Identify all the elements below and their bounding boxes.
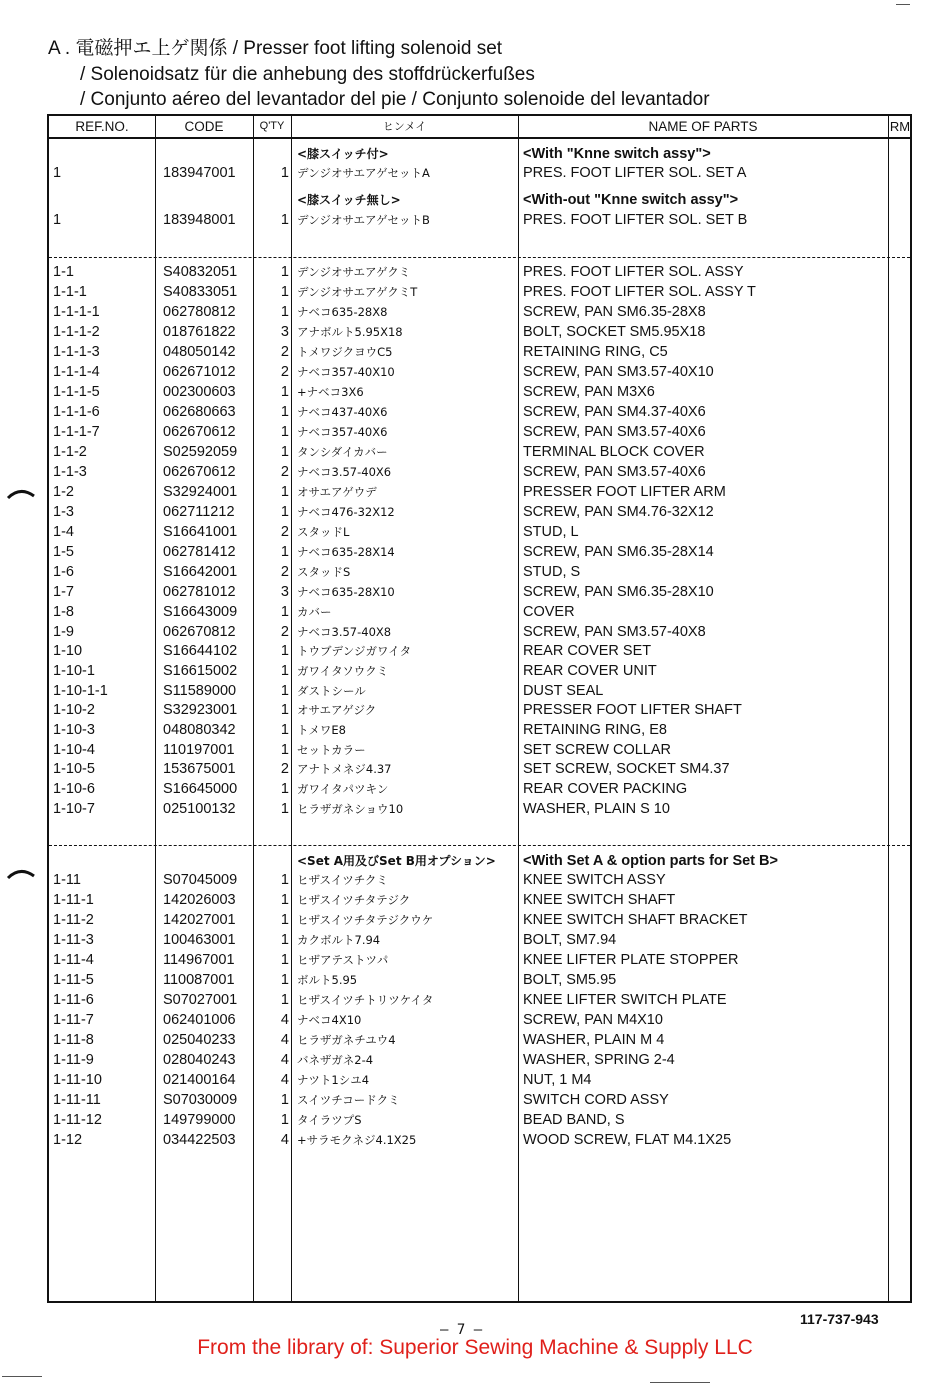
cell-ref: 1-10-6 (53, 781, 95, 797)
cell-qty: 1 (280, 304, 289, 320)
cell-code: S40832051 (163, 264, 238, 280)
cell-ref: 1-10-4 (53, 742, 95, 758)
table-row (49, 970, 910, 990)
cell-name: PRES. FOOT LIFTER SOL. SET B (523, 212, 748, 228)
table-row (49, 262, 910, 282)
cell-code: 018761822 (163, 324, 236, 340)
cell-name: BOLT, SM5.95 (523, 972, 617, 988)
group-heading-name: <With "Knne switch assy"> (523, 146, 711, 162)
table-row (49, 362, 910, 382)
table-row (49, 302, 910, 322)
cell-code: 062781412 (163, 544, 236, 560)
cell-code: 062401006 (163, 1012, 236, 1028)
cell-ref: 1-1-1-7 (53, 424, 100, 440)
cell-qty: 2 (280, 564, 289, 580)
cell-name: BOLT, SOCKET SM5.95X18 (523, 324, 706, 340)
cell-qty: 1 (280, 742, 289, 758)
cell-code: 110197001 (163, 742, 235, 758)
cell-name: WASHER, PLAIN M 4 (523, 1032, 665, 1048)
table-row (49, 870, 910, 890)
cell-qty: 1 (280, 212, 289, 228)
cell-name: KNEE LIFTER SWITCH PLATE (523, 992, 727, 1008)
cell-ref: 1-1-3 (53, 464, 87, 480)
header-qty: Q'TY (259, 120, 285, 132)
cell-code: 062670612 (163, 424, 236, 440)
cell-qty: 1 (280, 722, 289, 738)
page-title (48, 36, 710, 113)
cell-kana: ナベコ437-40X6 (297, 405, 388, 419)
cell-ref: 1-11 (53, 872, 81, 888)
group-heading (49, 190, 910, 210)
cell-kana: バネザガネ2-4 (297, 1053, 374, 1067)
table-row (49, 740, 910, 760)
cell-kana: ナベコ3.57-40X8 (297, 625, 392, 639)
table-row (49, 163, 910, 183)
cell-kana: ナベコ357-40X10 (297, 365, 395, 379)
cell-name: SET SCREW, SOCKET SM4.37 (523, 761, 730, 777)
table-row (49, 582, 910, 602)
cell-qty: 1 (280, 781, 289, 797)
cell-code: 110087001 (163, 972, 235, 988)
cell-code: 034422503 (163, 1132, 236, 1148)
cell-ref: 1-11-9 (53, 1052, 94, 1068)
group-heading-kana: <膝スイッチ付> (297, 147, 389, 161)
cell-kana: トメワジクヨウC5 (297, 345, 393, 359)
cell-qty: 2 (280, 364, 289, 380)
cell-name: SWITCH CORD ASSY (523, 1092, 669, 1108)
cell-name: RETAINING RING, E8 (523, 722, 667, 738)
cell-name: STUD, L (523, 524, 579, 540)
cell-ref: 1-1-1-4 (53, 364, 100, 380)
cell-qty: 1 (280, 384, 289, 400)
cell-kana: ナベコ357-40X6 (297, 425, 388, 439)
cell-kana: ガワイタパツキン (297, 782, 389, 796)
cell-qty: 1 (280, 801, 289, 817)
table-row (49, 990, 910, 1010)
group-heading (49, 144, 910, 164)
cell-ref: 1 (53, 212, 62, 228)
table-row (49, 382, 910, 402)
cell-kana: オサエアゲウデ (297, 485, 377, 499)
cell-name: REAR COVER SET (523, 643, 652, 659)
header-name-of-parts: NAME OF PARTS (648, 119, 758, 134)
cell-code: S16641001 (163, 524, 238, 540)
cell-code: 149799000 (163, 1112, 236, 1128)
table-row (49, 210, 910, 230)
cell-qty: 1 (280, 952, 289, 968)
table-row (49, 462, 910, 482)
cell-ref: 1-6 (53, 564, 74, 580)
cell-code: S32923001 (163, 702, 238, 718)
cell-kana: タンシダイカバー (297, 445, 388, 459)
cell-kana: スイツチコードクミ (297, 1093, 400, 1107)
title-line-3: / Conjunto aéreo del levantador del pie / Conjunto solenoide del levantador (80, 89, 710, 110)
binder-mark-icon (6, 866, 36, 880)
cell-qty: 3 (280, 584, 289, 600)
cell-kana: ヒザスイツチクミ (297, 873, 388, 887)
table-row (49, 1090, 910, 1110)
cell-name: KNEE LIFTER PLATE STOPPER (523, 952, 739, 968)
cell-ref: 1-10-2 (53, 702, 95, 718)
cell-ref: 1-11-10 (53, 1072, 102, 1088)
cell-kana: ヒラザガネショウ10 (297, 802, 404, 816)
cell-qty: 1 (280, 643, 289, 659)
cell-qty: 1 (280, 504, 289, 520)
cell-code: S02592059 (163, 444, 238, 460)
cell-ref: 1-10 (53, 643, 83, 659)
cell-kana: カクボルト7.94 (297, 933, 381, 947)
cell-kana: ヒザスイツチトリツケイタ (297, 993, 434, 1007)
cell-ref: 1-10-7 (53, 801, 95, 817)
cell-qty: 1 (280, 604, 289, 620)
cell-name: REAR COVER UNIT (523, 663, 657, 679)
cell-qty: 2 (280, 524, 289, 540)
cell-kana: デンジオサエアゲセットA (297, 166, 430, 180)
cell-ref: 1-11-7 (53, 1012, 94, 1028)
cell-name: WASHER, SPRING 2-4 (523, 1052, 675, 1068)
cell-ref: 1-1-1-5 (53, 384, 100, 400)
cell-kana: ヒザスイツチタテジク (297, 893, 411, 907)
cell-code: 002300603 (163, 384, 236, 400)
cell-qty: 1 (280, 1092, 289, 1108)
cell-name: SCREW, PAN SM3.57-40X6 (523, 464, 706, 480)
scan-speck (896, 4, 910, 5)
table-row (49, 1110, 910, 1130)
table-row (49, 1010, 910, 1030)
cell-kana: +ナベコ3X6 (297, 385, 364, 399)
cell-name: SCREW, PAN SM4.76-32X12 (523, 504, 714, 520)
cell-kana: ガワイタソウクミ (297, 664, 389, 678)
cell-ref: 1-1-1-2 (53, 324, 100, 340)
cell-name: COVER (523, 604, 575, 620)
cell-ref: 1-11-8 (53, 1032, 94, 1048)
cell-name: SCREW, PAN SM6.35-28X10 (523, 584, 714, 600)
table-row (49, 402, 910, 422)
cell-name: KNEE SWITCH SHAFT BRACKET (523, 912, 748, 928)
title-line-1: A . 電磁押エ上ゲ関係 / Presser foot lifting solenoid set (48, 38, 503, 59)
cell-name: PRES. FOOT LIFTER SOL. SET A (523, 165, 747, 181)
cell-code: 183947001 (163, 165, 236, 181)
page-number: — 7 — (440, 1322, 483, 1338)
cell-code: S32924001 (163, 484, 238, 500)
table-row (49, 482, 910, 502)
cell-qty: 1 (280, 663, 289, 679)
cell-code: 062670612 (163, 464, 236, 480)
cell-code: 062711212 (163, 504, 235, 520)
section-divider (49, 845, 910, 846)
cell-name: SCREW, PAN M4X10 (523, 1012, 663, 1028)
cell-ref: 1-12 (53, 1132, 83, 1148)
cell-code: 153675001 (163, 761, 236, 777)
cell-ref: 1-1-1-3 (53, 344, 100, 360)
table-row (49, 890, 910, 910)
cell-name: RETAINING RING, C5 (523, 344, 668, 360)
cell-name: SCREW, PAN SM6.35-28X8 (523, 304, 706, 320)
table-row (49, 422, 910, 442)
cell-qty: 1 (280, 972, 289, 988)
table-row (49, 622, 910, 642)
cell-kana: ナベコ4X10 (297, 1013, 362, 1027)
cell-kana: ナベコ635-28X8 (297, 305, 388, 319)
section-divider (49, 257, 910, 258)
cell-code: S16643009 (163, 604, 238, 620)
group-heading-kana: <膝スイッチ無し> (297, 193, 401, 207)
cell-kana: ナツト1シユ4 (297, 1073, 370, 1087)
cell-code: S16644102 (163, 643, 238, 659)
table-row (49, 759, 910, 779)
cell-code: 048080342 (163, 722, 236, 738)
table-row (49, 1030, 910, 1050)
cell-ref: 1-9 (53, 624, 74, 640)
cell-ref: 1-11-11 (53, 1092, 101, 1108)
scan-speck (2, 1376, 42, 1377)
cell-code: 183948001 (163, 212, 236, 228)
header-code: CODE (184, 119, 224, 134)
cell-kana: スタッドS (297, 565, 351, 579)
cell-name: SCREW, PAN SM4.37-40X6 (523, 404, 706, 420)
cell-kana: +サラモクネジ4.1X25 (297, 1133, 417, 1147)
cell-kana: ヒザアテストツパ (297, 953, 389, 967)
cell-qty: 4 (280, 1032, 289, 1048)
cell-name: PRESSER FOOT LIFTER ARM (523, 484, 726, 500)
table-row (49, 322, 910, 342)
table-row (49, 1130, 910, 1150)
cell-kana: ナベコ3.57-40X6 (297, 465, 392, 479)
cell-name: TERMINAL BLOCK COVER (523, 444, 705, 460)
cell-ref: 1-11-2 (53, 912, 94, 928)
cell-kana: ヒザスイツチタテジクウケ (297, 913, 434, 927)
table-row (49, 442, 910, 462)
cell-kana: ダストシール (297, 684, 366, 698)
cell-name: STUD, S (523, 564, 581, 580)
table-row (49, 700, 910, 720)
cell-name: SCREW, PAN SM3.57-40X8 (523, 624, 706, 640)
binder-mark-icon (6, 486, 36, 500)
group-heading-name: <With Set A & option parts for Set B> (523, 853, 778, 869)
cell-code: 142027001 (163, 912, 236, 928)
cell-qty: 4 (280, 1052, 289, 1068)
cell-code: 062781012 (163, 584, 236, 600)
cell-qty: 4 (280, 1072, 289, 1088)
table-row (49, 950, 910, 970)
cell-kana: デンジオサエアゲクミT (297, 285, 418, 299)
cell-ref: 1-10-3 (53, 722, 95, 738)
cell-code: 114967001 (163, 952, 235, 968)
cell-code: S07045009 (163, 872, 238, 888)
cell-qty: 1 (280, 1112, 289, 1128)
cell-code: 062671012 (163, 364, 236, 380)
cell-kana: ナベコ635-28X10 (297, 585, 395, 599)
cell-kana: アナトメネジ4.37 (297, 762, 392, 776)
cell-ref: 1-11-1 (53, 892, 94, 908)
cell-code: 021400164 (163, 1072, 236, 1088)
cell-name: DUST SEAL (523, 683, 604, 699)
cell-kana: デンジオサエアゲセットB (297, 213, 430, 227)
cell-ref: 1-1-1 (53, 284, 87, 300)
cell-qty: 2 (280, 464, 289, 480)
library-footer: From the library of: Superior Sewing Machine & Supply LLC (197, 1336, 753, 1359)
table-row (49, 930, 910, 950)
table-row (49, 681, 910, 701)
cell-ref: 1-4 (53, 524, 74, 540)
cell-ref: 1-11-4 (53, 952, 94, 968)
cell-code: S07027001 (163, 992, 238, 1008)
cell-code: 062670812 (163, 624, 236, 640)
cell-ref: 1-1 (53, 264, 74, 280)
cell-name: SCREW, PAN SM6.35-28X14 (523, 544, 714, 560)
cell-code: 062680663 (163, 404, 236, 420)
cell-kana: ナベコ476-32X12 (297, 505, 395, 519)
table-row (49, 799, 910, 819)
cell-kana: スタッドL (297, 525, 350, 539)
cell-kana: アナボルト5.95X18 (297, 325, 403, 339)
cell-qty: 3 (280, 324, 289, 340)
table-row (49, 502, 910, 522)
cell-name: KNEE SWITCH ASSY (523, 872, 666, 888)
table-row (49, 1070, 910, 1090)
cell-name: BOLT, SM7.94 (523, 932, 617, 948)
table-row (49, 282, 910, 302)
cell-qty: 1 (280, 284, 289, 300)
cell-qty: 1 (280, 702, 289, 718)
table-row (49, 641, 910, 661)
cell-code: 062780812 (163, 304, 236, 320)
cell-code: S16642001 (163, 564, 238, 580)
document-number: 117-737-943 (800, 1311, 879, 1327)
cell-kana: ナベコ635-28X14 (297, 545, 395, 559)
cell-code: 028040243 (163, 1052, 236, 1068)
cell-name: NUT, 1 M4 (523, 1072, 592, 1088)
cell-name: SCREW, PAN M3X6 (523, 384, 655, 400)
cell-qty: 4 (280, 1012, 289, 1028)
cell-name: SCREW, PAN SM3.57-40X10 (523, 364, 714, 380)
cell-kana: オサエアゲジク (297, 703, 377, 717)
table-row (49, 720, 910, 740)
cell-ref: 1-10-1-1 (53, 683, 108, 699)
table-row (49, 910, 910, 930)
cell-ref: 1-1-2 (53, 444, 87, 460)
cell-qty: 1 (280, 992, 289, 1008)
cell-ref: 1-2 (53, 484, 74, 500)
cell-kana: カバー (297, 605, 332, 619)
table-row (49, 661, 910, 681)
table-row (49, 779, 910, 799)
cell-kana: トメワE8 (297, 723, 346, 737)
table-row (49, 542, 910, 562)
cell-name: KNEE SWITCH SHAFT (523, 892, 676, 908)
cell-code: 048050142 (163, 344, 236, 360)
cell-code: 025040233 (163, 1032, 236, 1048)
cell-code: S40833051 (163, 284, 238, 300)
cell-ref: 1-11-12 (53, 1112, 102, 1128)
cell-code: 100463001 (163, 932, 236, 948)
cell-ref: 1-10-1 (53, 663, 95, 679)
table-row (49, 602, 910, 622)
cell-kana: ヒラザガネチユウ4 (297, 1033, 396, 1047)
cell-qty: 1 (280, 892, 289, 908)
cell-qty: 1 (280, 264, 289, 280)
cell-code: S07030009 (163, 1092, 238, 1108)
cell-name: PRES. FOOT LIFTER SOL. ASSY T (523, 284, 756, 300)
table-row (49, 562, 910, 582)
cell-qty: 2 (280, 761, 289, 777)
parts-table (47, 114, 912, 1303)
cell-kana: トウブデンジガワイタ (297, 644, 412, 658)
group-heading-kana: <Set A用及びSet B用オプション> (297, 854, 496, 868)
cell-ref: 1-11-5 (53, 972, 94, 988)
table-row (49, 522, 910, 542)
cell-code: S16615002 (163, 663, 238, 679)
title-line-2: / Solenoidsatz für die anhebung des stoffdrückerfußes (80, 63, 535, 85)
cell-qty: 4 (280, 1132, 289, 1148)
cell-code: S16645000 (163, 781, 238, 797)
cell-ref: 1-7 (53, 584, 74, 600)
cell-kana: セットカラー (297, 743, 366, 757)
cell-code: S11589000 (163, 683, 237, 699)
header-ref-no: REF.NO. (75, 119, 129, 134)
cell-name: SET SCREW COLLAR (523, 742, 671, 758)
cell-code: 025100132 (163, 801, 236, 817)
table-header (49, 116, 910, 139)
cell-ref: 1-5 (53, 544, 74, 560)
cell-qty: 1 (280, 683, 289, 699)
table-row (49, 1050, 910, 1070)
cell-qty: 1 (280, 544, 289, 560)
cell-qty: 2 (280, 624, 289, 640)
cell-qty: 2 (280, 344, 289, 360)
cell-ref: 1-1-1-6 (53, 404, 100, 420)
cell-name: REAR COVER PACKING (523, 781, 688, 797)
cell-kana: タイラツプS (297, 1113, 362, 1127)
cell-name: PRES. FOOT LIFTER SOL. ASSY (523, 264, 744, 280)
cell-ref: 1-10-5 (53, 761, 95, 777)
cell-qty: 1 (280, 404, 289, 420)
cell-name: SCREW, PAN SM3.57-40X6 (523, 424, 706, 440)
cell-qty: 1 (280, 165, 289, 181)
cell-ref: 1-11-6 (53, 992, 94, 1008)
scan-speck (650, 1382, 710, 1383)
cell-name: WASHER, PLAIN S 10 (523, 801, 670, 817)
cell-code: 142026003 (163, 892, 236, 908)
cell-name: WOOD SCREW, FLAT M4.1X25 (523, 1132, 732, 1148)
cell-name: PRESSER FOOT LIFTER SHAFT (523, 702, 742, 718)
cell-kana: ボルト5.95 (297, 973, 358, 987)
cell-qty: 1 (280, 932, 289, 948)
group-heading-name: <With-out "Knne switch assy"> (523, 192, 739, 208)
cell-qty: 1 (280, 872, 289, 888)
header-kana: ヒンメイ (382, 120, 427, 133)
cell-ref: 1-8 (53, 604, 74, 620)
cell-name: BEAD BAND, S (523, 1112, 625, 1128)
cell-qty: 1 (280, 444, 289, 460)
cell-ref: 1 (53, 165, 62, 181)
cell-ref: 1-3 (53, 504, 74, 520)
cell-ref: 1-1-1-1 (53, 304, 100, 320)
cell-ref: 1-11-3 (53, 932, 94, 948)
header-rm: RM (889, 119, 911, 134)
cell-qty: 1 (280, 424, 289, 440)
table-row (49, 342, 910, 362)
cell-qty: 1 (280, 912, 289, 928)
cell-qty: 1 (280, 484, 289, 500)
cell-kana: デンジオサエアゲクミ (297, 265, 411, 279)
group-heading (49, 851, 910, 871)
